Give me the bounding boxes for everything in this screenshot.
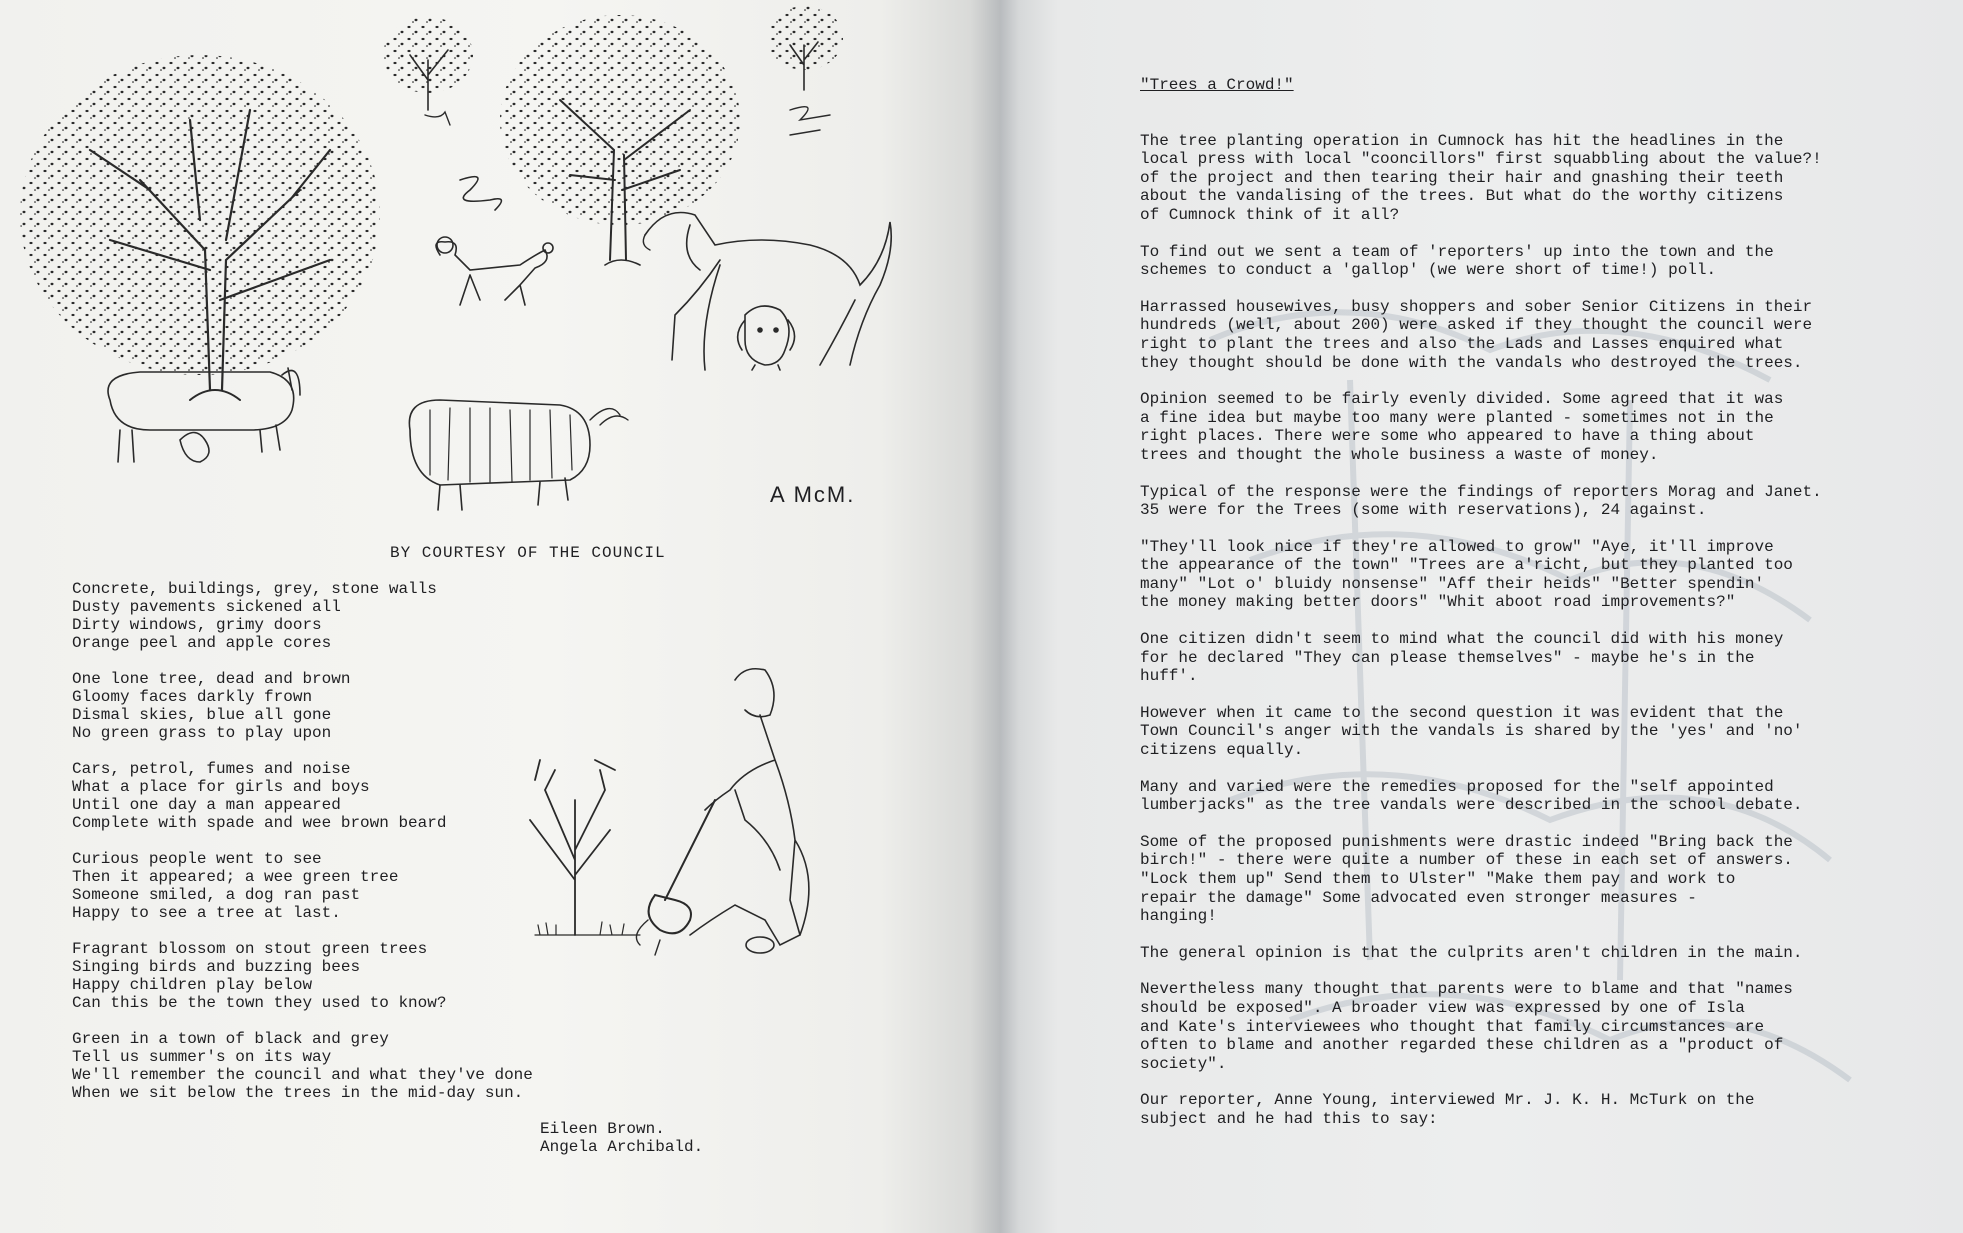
article-line: citizens equally. xyxy=(1140,741,1304,760)
dachshund-dog xyxy=(108,372,294,462)
shaggy-dog xyxy=(409,400,590,485)
article-line: many" "Lot o' bluidy nonsense" "Aff their heids" "Better spendin' xyxy=(1140,574,1765,593)
article-paragraph xyxy=(1140,483,1920,520)
article-line: "Lock them up" Send them to Ulster" "Make them pay and work to xyxy=(1140,870,1736,888)
article-paragraph xyxy=(1140,630,1920,686)
article-line: Typical of the response were the findings of reporters Morag and Janet. xyxy=(1140,482,1822,501)
article-paragraph xyxy=(1140,132,1920,225)
article-line: the money making better doors" "Whit aboot road improvements?" xyxy=(1140,593,1736,612)
article-line: However when it came to the second question it was evident that the xyxy=(1140,703,1784,722)
article-line: should be exposed". A broader view was expressed by one of Isla xyxy=(1140,998,1745,1017)
article-paragraph xyxy=(1140,704,1920,760)
article-line: birch!" - there were quite a number of these in each set of answers. xyxy=(1140,851,1793,870)
author-name: Angela Archibald. xyxy=(540,1138,704,1156)
article-paragraph xyxy=(1140,538,1920,612)
poem-line: Happy to see a tree at last. xyxy=(72,904,341,922)
article-line: One citizen didn't seem to mind what the council did with his money xyxy=(1140,630,1784,649)
article-line: Our reporter, Anne Young, interviewed Mr. J. K. H. McTurk on the xyxy=(1140,1091,1755,1110)
article-line: Opinion seemed to be fairly evenly divided. Some agreed that it was xyxy=(1140,390,1784,409)
poem-line: Fragrant blossom on stout green trees xyxy=(72,940,428,958)
article-line: for he declared "They can please themselves" - maybe he's in the xyxy=(1140,648,1755,667)
poem-line: Happy children play below xyxy=(72,976,313,994)
poem-line: Concrete, buildings, grey, stone walls xyxy=(72,580,437,598)
illustration-caption: BY COURTESY OF THE COUNCIL xyxy=(390,544,666,562)
article-line: they thought should be done with the vandals who destroyed the trees. xyxy=(1140,353,1803,372)
article-line: often to blame and another regarded these children as a "product of xyxy=(1140,1036,1784,1055)
poem-line: Then it appeared; a wee green tree xyxy=(72,868,399,886)
article-line: and Kate's interviewees who thought that family circumstances are xyxy=(1140,1017,1765,1036)
article-line: right places. There were some who appeared to have a thing about xyxy=(1140,427,1755,446)
article-line: Harrassed housewives, busy shoppers and sober Senior Citizens in their xyxy=(1140,297,1813,316)
article-line: To find out we sent a team of 'reporters' up into the town and the xyxy=(1140,242,1774,261)
article-line: hanging! xyxy=(1140,907,1217,926)
poem xyxy=(72,580,592,1120)
poem-stanza xyxy=(72,760,592,832)
article-line: "They'll look nice if they're allowed to grow" "Aye, it'll improve xyxy=(1140,537,1774,556)
poem-line: One lone tree, dead and brown xyxy=(72,670,351,688)
article-paragraph xyxy=(1140,944,1920,963)
author-name: Eileen Brown. xyxy=(540,1120,665,1138)
article-paragraph xyxy=(1140,298,1920,372)
article-line: huff'. xyxy=(1140,667,1198,686)
article-line: lumberjacks" as the tree vandals were described in the school debate. xyxy=(1140,796,1803,815)
poem-line: Dismal skies, blue all gone xyxy=(72,706,332,724)
poem-line: When we sit below the trees in the mid-day sun. xyxy=(72,1084,524,1102)
poem-line: Dusty pavements sickened all xyxy=(72,598,341,616)
poem-authors xyxy=(540,1120,703,1156)
article-line: schemes to conduct a 'gallop' (we were short of time!) poll. xyxy=(1140,261,1717,280)
poem-line: Complete with spade and wee brown beard xyxy=(72,814,447,832)
article-line: of the project and then tearing their hair and gnashing their teeth xyxy=(1140,168,1784,187)
article-line: the appearance of the town" "Trees are a'richt, but they planted too xyxy=(1140,556,1793,575)
article-line: Nevertheless many thought that parents were to blame and that "names xyxy=(1140,980,1793,999)
article-line: local press with local "cooncillors" first squabbling about the value?! xyxy=(1140,150,1822,169)
article-line: The general opinion is that the culprits aren't children in the main. xyxy=(1140,943,1803,962)
hound-dog xyxy=(645,213,891,371)
poem-line: We'll remember the council and what they've done xyxy=(72,1066,533,1084)
article-paragraph xyxy=(1140,390,1920,464)
poem-line: Until one day a man appeared xyxy=(72,796,341,814)
poem-line: No green grass to play upon xyxy=(72,724,332,742)
article-line: The tree planting operation in Cumnock has hit the headlines in the xyxy=(1140,131,1784,150)
article-line: repair the damage" Some advocated even stronger measures - xyxy=(1140,888,1697,907)
article-paragraph xyxy=(1140,980,1920,1073)
article-line: subject and he had this to say: xyxy=(1140,1109,1438,1128)
article-line: of Cumnock think of it all? xyxy=(1140,205,1400,224)
article-paragraph xyxy=(1140,1091,1920,1128)
poem-stanza xyxy=(72,940,592,1012)
poem-line: Can this be the town they used to know? xyxy=(72,994,447,1012)
poodle-dog xyxy=(436,242,547,305)
poem-line: Gloomy faces darkly frown xyxy=(72,688,313,706)
article-line: Some of the proposed punishments were drastic indeed "Bring back the xyxy=(1140,832,1793,851)
poem-line: Singing birds and buzzing bees xyxy=(72,958,361,976)
article-line: Town Council's anger with the vandals is shared by the 'yes' and 'no' xyxy=(1140,722,1803,741)
poem-line: What a place for girls and boys xyxy=(72,778,370,796)
puppy-dog xyxy=(738,306,795,370)
article-line: a fine idea but maybe too many were planted - sometimes not in the xyxy=(1140,408,1774,427)
poem-line: Green in a town of black and grey xyxy=(72,1030,389,1048)
article-line: trees and thought the whole business a waste of money. xyxy=(1140,445,1659,464)
artist-monogram: A McM. xyxy=(770,482,856,507)
poem-line: Curious people went to see xyxy=(72,850,322,868)
article-paragraph xyxy=(1140,243,1920,280)
article-trees-a-crowd xyxy=(1140,76,1920,1147)
article-line: right to plant the trees and also the Lads and Lasses enquired what xyxy=(1140,334,1784,353)
poem-line: Dirty windows, grimy doors xyxy=(72,616,322,634)
poem-stanza xyxy=(72,1030,592,1102)
poem-line: Orange peel and apple cores xyxy=(72,634,332,652)
article-paragraph xyxy=(1140,833,1920,926)
article-line: about the vandalising of the trees. But what do the worthy citizens xyxy=(1140,187,1784,206)
poem-line: Cars, petrol, fumes and noise xyxy=(72,760,351,778)
article-paragraph xyxy=(1140,778,1920,815)
poem-line: Tell us summer's on its way xyxy=(72,1048,332,1066)
poem-stanza xyxy=(72,850,592,922)
spade-icon xyxy=(649,800,715,933)
article-line: society". xyxy=(1140,1054,1227,1073)
article-line: 35 were for the Trees (some with reservations), 24 against. xyxy=(1140,501,1707,520)
poem-line: Someone smiled, a dog ran past xyxy=(72,886,361,904)
poem-stanza xyxy=(72,670,592,742)
poem-stanza xyxy=(72,580,592,652)
article-line: Many and varied were the remedies proposed for the "self appointed xyxy=(1140,777,1774,796)
article-line: hundreds (well, about 200) were asked if they thought the council were xyxy=(1140,316,1813,335)
gardener-man xyxy=(690,669,809,945)
article-headline: "Trees a Crowd!" xyxy=(1140,76,1294,94)
